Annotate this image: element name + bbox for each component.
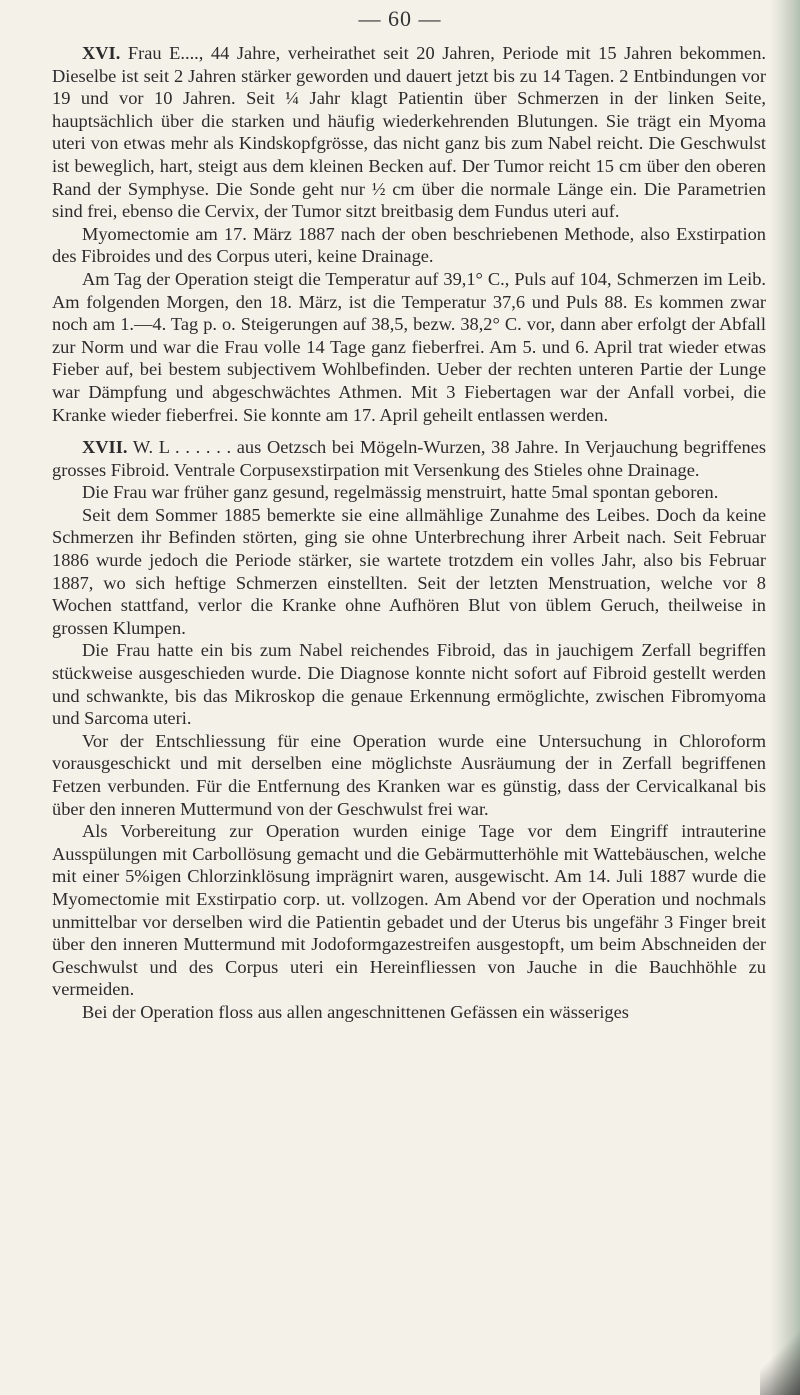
case-xvi-course-paragraph: Am Tag der Operation steigt die Temperatur auf 39,1° C., Puls auf 104, Schmerzen im Leib. Am folgenden Morgen, den 18. März, ist die Temperatur 37,6 und Puls 88. Es kommen zwar noch am 1.—4. Tag p. o. Steigerungen auf 38,5, bezw. 38,2° C. vor, dann aber erfolgt der Abfall zur Norm und war die Frau volle 14 Tage ganz fieberfrei. Am 5. und 6. April trat wieder etwas Fieber auf, bei bestem subjectivem Wohlbefinden. Ueber der rechten unteren Partie der Lunge war Dämpfung und abgeschwächtes Athmen. Mit 3 Fiebertagen war der Anfall vorbei, die Kranke wieder fieberfrei. Sie konnte am 17. April geheilt entlassen werden. bbox=[52, 268, 766, 425]
page-edge-shadow bbox=[770, 0, 800, 1395]
case-xvii-examination-paragraph: Vor der Entschliessung für eine Operation wurde eine Untersuchung in Chloroform vorausgeschickt und mit derselben eine möglichste Ausräumung der in Zerfall begriffenen Fetzen verbunden. Für die Entfernung des Kranken war es günstig, dass der Cervicalkanal bis über den inneren Muttermund von der Geschwulst frei war. bbox=[52, 730, 766, 819]
case-xvii-operation-paragraph: Bei der Operation floss aus allen angeschnittenen Gefässen ein wässeriges bbox=[82, 1001, 629, 1022]
case-xvii-preparation-paragraph: Als Vorbereitung zur Operation wurden einige Tage vor dem Eingriff intrauterine Ausspülungen mit Carbollösung gemacht und die Gebärmutterhöhle mit Wattebäuschen, welche mit einer 5%igen Chlorzinklösung imprägnirt waren, ausgewischt. Am 14. Juli 1887 wurde die Myomectomie mit Exstirpatio corp. ut. vollzogen. Am Abend vor der Operation und nochmals unmittelbar vor derselben wird die Patientin gebadet und der Uterus bis ungefähr 3 Finger breit über den inneren Muttermund mit Jodoformgazestreifen ausgestopft, um beim Abschneiden der Geschwulst und des Corpus uteri ein Hereinfliessen von Jauche in die Bauchhöhle zu vermeiden. bbox=[52, 821, 766, 1000]
case-xvii-history-paragraph: Die Frau war früher ganz gesund, regelmässig menstruirt, hatte 5mal spontan geboren. bbox=[82, 482, 719, 503]
case-xvii-symptoms-paragraph: Seit dem Sommer 1885 bemerkte sie eine allmählige Zunahme des Leibes. Doch da keine Schmerzen ihr Befinden störten, ging sie ohne Unterbrechung ihrer Arbeit nach. Seit Februar 1886 wurde jedoch die Periode stärker, sie wartete trotzdem ein volles Jahr, also bis Februar 1887, wo sich heftige Schmerzen einstellten. Seit der letzten Menstruation, welche vor 8 Wochen stattfand, verlor die Kranke ohne Aufhören Blut von üblem Geruch, theilweise in grossen Klumpen. bbox=[52, 504, 766, 638]
case-xvi-intro-text: Frau E...., 44 Jahre, verheirathet seit 20 Jahren, Periode mit 15 Jahren bekommen. Dieselbe ist seit 2 Jahren stärker geworden und dauert jetzt bis zu 14 Tagen. 2 Entbindungen vor 19 und vor 10 Jahren. Seit ¼ Jahr klagt Patientin über Schmerzen in der linken Seite, hauptsächlich über die starken und häufig wiederkehrenden Blutungen. Sie trägt ein Myoma uteri von etwas mehr als Kindskopfgrösse, das nicht ganz bis zum Nabel reicht. Die Geschwulst ist beweglich, hart, steigt aus dem kleinen Becken auf. Der Tumor reicht 15 cm über den oberen Rand der Symphyse. Die Sonde geht nur ½ cm über die normale Länge ein. Die Parametrien sind frei, ebenso die Cervix, der Tumor sitzt breitbasig dem Fundus uteri auf. bbox=[52, 43, 766, 222]
case-xvi-label: XVI. bbox=[82, 43, 121, 63]
case-xvi-intro-paragraph bbox=[52, 42, 766, 223]
case-xvii-intro-text: W. L . . . . . . aus Oetzsch bei Mögeln-Wurzen, 38 Jahre. In Verjauchung begriffenes grosses Fibroid. Ventrale Corpusexstirpation mit Versenkung des Stieles ohne Drainage. bbox=[52, 437, 766, 480]
case-xvii-diagnosis-paragraph: Die Frau hatte ein bis zum Nabel reichendes Fibroid, das in jauchigem Zerfall begriffen stückweise ausgeschieden wurde. Die Diagnose konnte nicht sofort auf Fibroid gestellt werden und schwankte, bis das Mikroskop die genaue Erkennung ermöglichte, zwischen Fibromyoma und Sarcoma uteri. bbox=[52, 640, 766, 729]
page-corner-shadow bbox=[760, 1325, 800, 1395]
case-xvi-operation-paragraph: Myomectomie am 17. März 1887 nach der oben beschriebenen Methode, also Exstirpation des Fibroides und des Corpus uteri, keine Drainage. bbox=[52, 223, 766, 267]
case-xvii-intro-paragraph bbox=[52, 436, 766, 481]
page-text bbox=[52, 42, 766, 1024]
case-xvii-label: XVII. bbox=[82, 437, 128, 458]
page-number: — 60 — bbox=[358, 6, 442, 31]
